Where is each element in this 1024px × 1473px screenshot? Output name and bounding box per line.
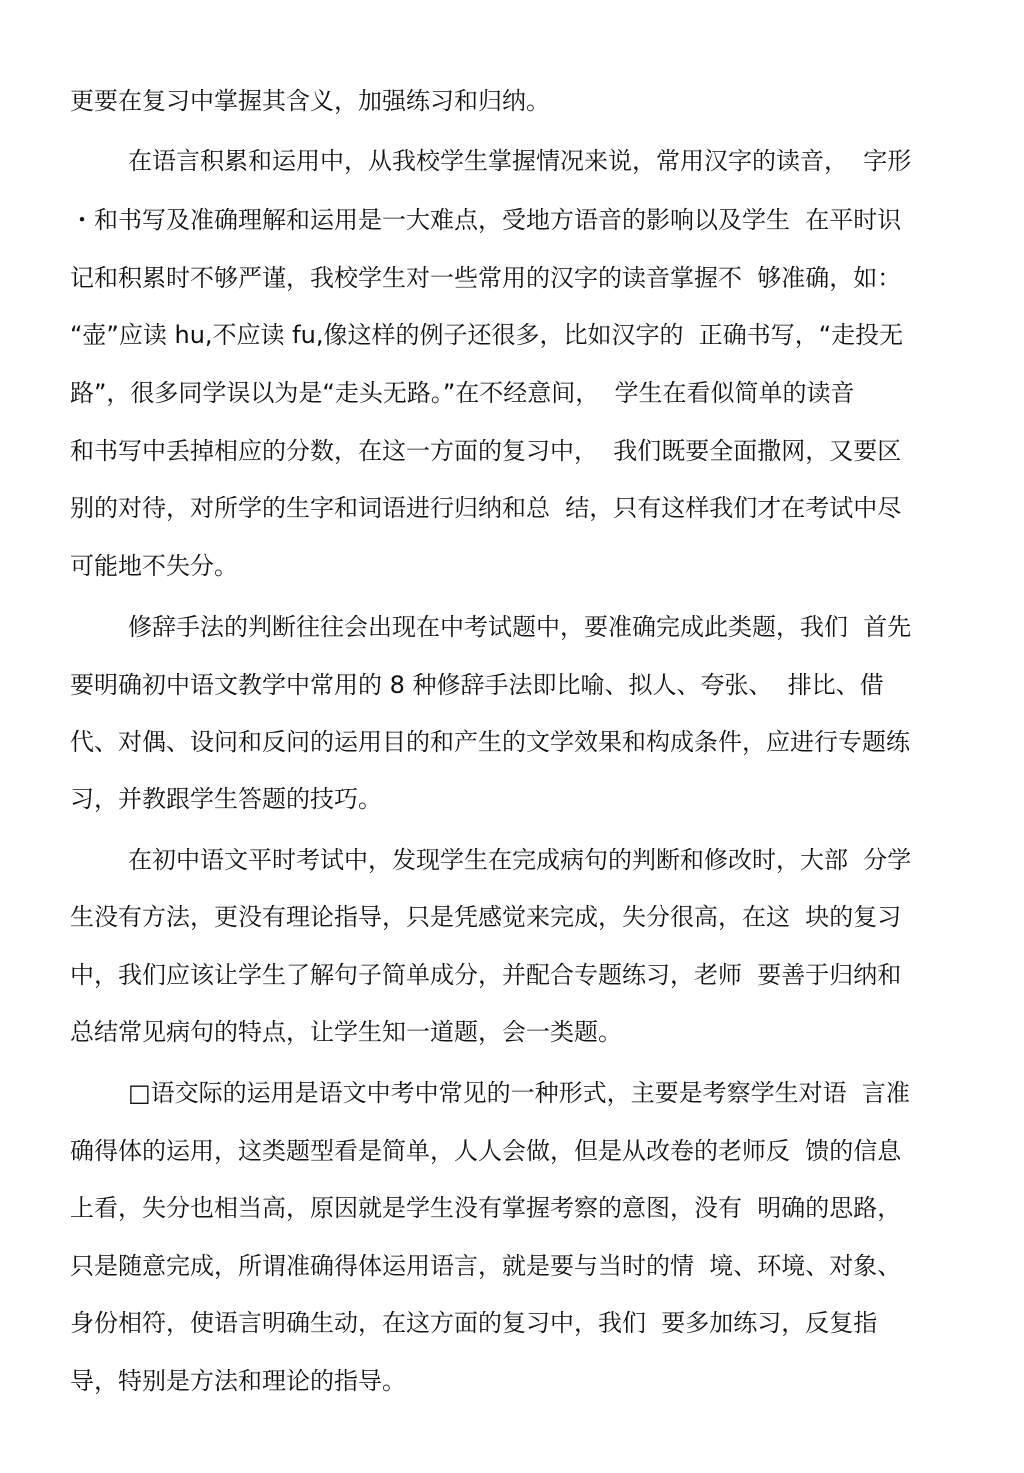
text-line: 只是随意完成，所谓准确得体运用语言，就是要与当时的情 境、环境、对象、 [70, 1252, 902, 1280]
text-line: 总结常见病句的特点，让学生知一道题，会一类题。 [70, 1018, 622, 1046]
text-line: 确得体的运用，这类题型看是简单，人人会做，但是从改卷的老师反 馈的信息 [70, 1137, 902, 1165]
text-line: “壶”应读 hu,不应读 fu,像这样的例子还很多，比如汉字的 正确书写，“走投无 [70, 321, 904, 349]
text-line: 中，我们应该让学生了解句子简单成分，并配合专题练习，老师 要善于归纳和 [70, 961, 902, 989]
text-line: 身份相符，使语言明确生动，在这方面的复习中，我们 要多加练习，反复指 [70, 1309, 878, 1337]
text-line: 路”，很多同学误以为是“走头无路。”在不经意间， 学生在看似简单的读音 [70, 379, 855, 407]
text-line: 要明确初中语文教学中常用的 8 种修辞手法即比喻、拟人、夸张、 排比、借 [70, 671, 884, 699]
text-line: 更要在复习中掌握其含义，加强练习和归纳。 [70, 87, 550, 115]
text-line: 在初中语文平时考试中，发现学生在完成病句的判断和修改时，大部 分学 [128, 846, 912, 874]
text-line: 生没有方法，更没有理论指导，只是凭感觉来完成，失分很高，在这 块的复习 [70, 903, 902, 931]
text-line: 代、对偶、设问和反问的运用目的和产生的文学效果和构成条件，应进行专题练 [70, 728, 910, 756]
text-line: 习，并教跟学生答题的技巧。 [70, 785, 382, 813]
text-line: 记和积累时不够严谨，我校学生对一些常用的汉字的读音掌握不 够准确，如： [70, 264, 902, 292]
text-line: 可能地不失分。 [70, 552, 238, 580]
text-line: □语交际的运用是语文中考中常见的一种形式，主要是考察学生对语 言准 [128, 1079, 910, 1107]
text-line: ・和书写及准确理解和运用是一大难点，受地方语音的影响以及学生 在平时识 [70, 206, 902, 234]
text-line: 修辞手法的判断往往会出现在中考试题中，要准确完成此类题，我们 首先 [128, 613, 912, 641]
text-line: 在语言积累和运用中，从我校学生掌握情况来说，常用汉字的读音， 字形 [128, 147, 912, 175]
text-line: 和书写中丢掉相应的分数，在这一方面的复习中， 我们既要全面撒网，又要区 [70, 437, 902, 465]
text-line: 导，特别是方法和理论的指导。 [70, 1367, 406, 1395]
text-line: 别的对待，对所学的生字和词语进行归纳和总 结，只有这样我们才在考试中尽 [70, 494, 902, 522]
text-line: 上看，失分也相当高，原因就是学生没有掌握考察的意图，没有 明确的思路， [70, 1194, 902, 1222]
